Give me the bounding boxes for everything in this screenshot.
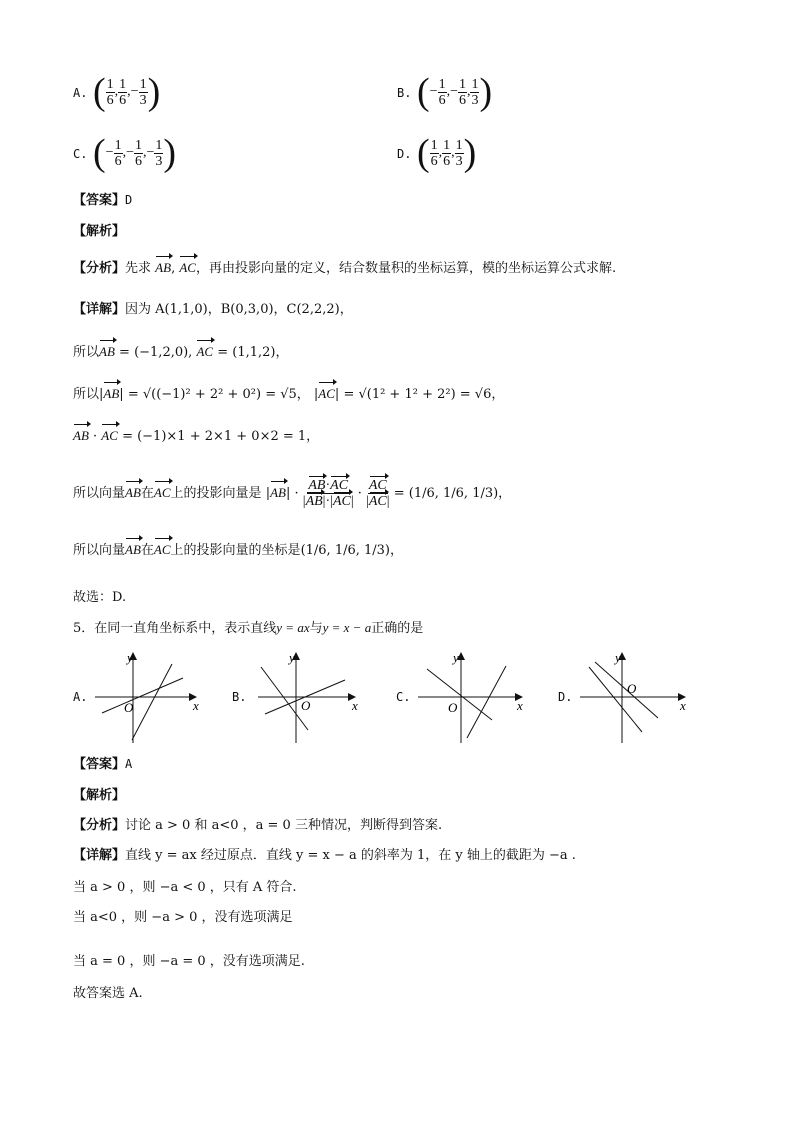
q4-dot-line: AB · AC = (−1)×1 + 2×1 + 0×2 = 1， [73,428,320,444]
q5-conclusion: 故答案选 A. [73,986,143,1001]
q5-xiangjie-line: 【详解】直线 y = ax 经过原点．直线 y = x − a 的斜率为 1，在 y 轴上的截距为 −a . [73,848,576,863]
q4-fenxi-line: 【分析】先求 AB, AC，再由投影向量的定义，结合数量积的坐标运算，模的坐标运算公式求解. [73,260,617,276]
graph-b-origin-label: O [301,698,311,713]
fenxi-tag: 【分析】 [73,261,126,276]
q5-graph-options [60,640,760,750]
q4-vectors-line: 所以AB = (−1,2,0), AC = (1,1,2)， [73,344,289,360]
graph-d-y-label: y [615,650,621,665]
graph-b-x-label: x [352,698,358,713]
graph-c-x-label: x [517,698,523,713]
q5-fenxi-line: 【分析】讨论 a > 0 和 a<0 ，a = 0 三种情况，判断得到答案. [73,818,443,833]
option-c-label: C. [73,147,88,161]
graph-d-x-label: x [680,698,686,713]
q4-conclusion: 故选：D. [73,590,127,605]
q5-answer-line: 【答案】A [73,757,133,772]
graph-c-label[interactable]: C. [396,690,411,704]
answer-tag: 【答案】 [73,193,126,208]
answer-value: D [125,193,133,207]
graph-c[interactable] [418,650,523,743]
q5-case1: 当 a > 0 ，则 −a < 0 ，只有 A 符合. [73,880,297,895]
graph-c-origin-label: O [448,700,458,715]
graph-c-y-label: y [453,650,459,665]
q5-jiexi-tag: 【解析】 [73,788,126,803]
graph-d-label[interactable]: D. [558,690,573,704]
q4-magnitude-line: 所以|AB| = √((−1)² + 2² + 0²) = √5， |AC| = √(1² + 1² + 2²) = √6， [73,386,505,402]
q4-xiangjie-line [73,300,353,320]
option-c-value: (− $\frac{1}{6}$ ,− $\frac{1}{6}$ ,− $\frac{1}{3}$ ) [93,132,177,174]
option-a-label: A. [73,86,88,100]
graph-a[interactable] [95,650,199,743]
q5-case3: 当 a = 0 ，则 −a = 0 ，没有选项满足. [73,954,305,969]
q4-answer-line [73,190,132,211]
option-a-value: ( $\frac{1}{6}$ , $\frac{1}{6}$ ,− $\frac{1}{3}$ ) [93,71,161,113]
q5-case2: 当 a<0 ，则 −a > 0 ，没有选项满足 [73,910,293,925]
xiangjie-tag: 【详解】 [73,302,126,317]
graph-a-x-label: x [193,698,199,713]
q4-projection-line: 所以向量AB在AC上的投影向量是 |AB| · $\frac{AB\cdot AC}{|AB|\cdot|AC|}$ · $\frac{AC}{|AC|}$ = (1/6, 1/6, 1/3)， [73,478,512,509]
graph-a-y-label: y [127,650,133,665]
graph-d-origin-label: O [627,681,637,696]
option-d-value: ( $\frac{1}{6}$ , $\frac{1}{6}$ , $\frac{1}{3}$ ) [417,132,477,174]
graph-b-y-label: y [289,650,295,665]
fenxi-text: ，再由投影向量的定义，结合数量积的坐标运算，模的坐标运算公式求解. [195,261,617,276]
option-d-label: D. [397,147,412,161]
graph-a-origin-label: O [124,700,134,715]
q5-graphs-svg [60,640,760,750]
option-b-value: (− $\frac{1}{6}$ ,− $\frac{1}{6}$ , $\frac{1}{3}$ ) [417,71,493,113]
graph-b[interactable] [258,650,358,743]
option-b-label: B. [397,86,412,100]
xiangjie-text: 因为 A(1,1,0)，B(0,3,0)，C(2,2,2)， [125,302,353,317]
graph-d[interactable] [580,650,686,743]
q4-jiexi-tag: 【解析】 [73,224,126,239]
graph-a-label[interactable]: A. [73,690,88,704]
q5-stem: 5．在同一直角坐标系中，表示直线y = ax与y = x − a正确的是 [73,620,424,636]
q4-projection-coord-line: 所以向量AB在AC上的投影向量的坐标是(1/6, 1/6, 1/3)， [73,542,404,558]
graph-b-label[interactable]: B. [232,690,247,704]
